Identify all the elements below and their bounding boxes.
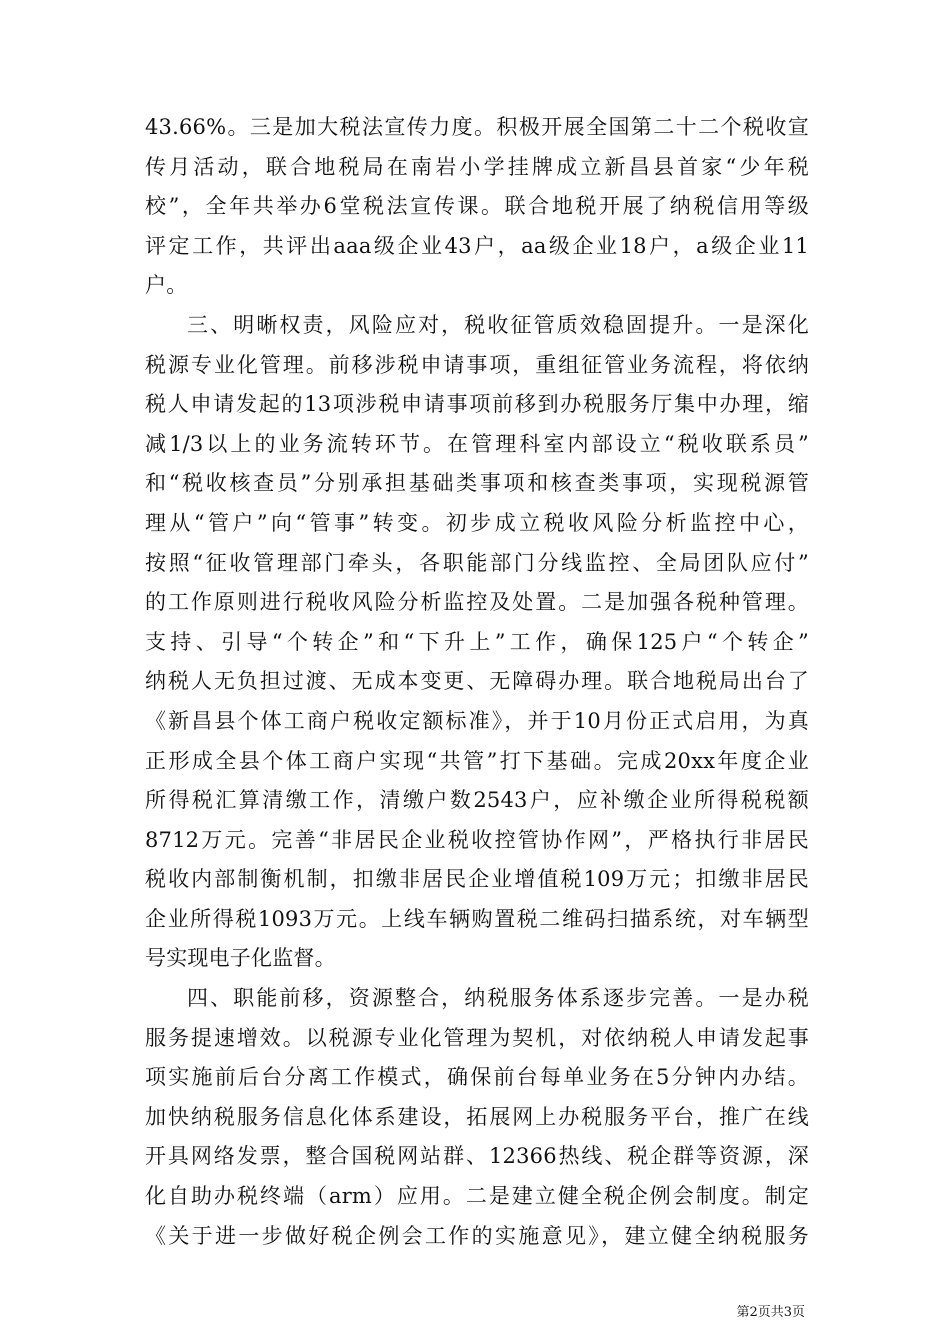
document-body <box>145 108 809 1256</box>
text-line: 加快纳税服务信息化体系建设，拓展网上办税服务平台，推广在线 <box>145 1104 809 1129</box>
text-line: 传月活动，联合地税局在南岩小学挂牌成立新昌县首家“少年税 <box>145 154 809 179</box>
text-line: 开具网络发票，整合国税网站群、12366热线、税企群等资源，深 <box>145 1144 809 1169</box>
text-line: 服务提速增效。以税源专业化管理为契机，对依纳税人申请发起事 <box>145 1025 809 1050</box>
text-line: 号实现电子化监督。 <box>145 946 336 971</box>
text-line: 项实施前后台分离工作模式，确保前台每单业务在5分钟内办结。 <box>145 1065 809 1090</box>
text-line: 的工作原则进行税收风险分析监控及处置。二是加强各税种管理。 <box>145 590 809 615</box>
text-line: 三、明晰权责，风险应对，税收征管质效稳固提升。一是深化 <box>187 312 809 337</box>
text-line: 正形成全县个体工商户实现“共管”打下基础。完成20xx年度企业 <box>145 748 809 773</box>
text-line: 按照“征收管理部门牵头，各职能部门分线监控、全局团队应付” <box>145 550 809 575</box>
text-line: 户。 <box>145 273 188 298</box>
text-line: 所得税汇算清缴工作，清缴户数2543户，应补缴企业所得税税额 <box>145 788 809 813</box>
text-line: 税源专业化管理。前移涉税申请事项，重组征管业务流程，将依纳 <box>145 352 809 377</box>
text-line: 评定工作，共评出aaa级企业43户，aa级企业18户，a级企业11 <box>145 233 809 258</box>
page-number: 第2页共3页 <box>736 1305 805 1320</box>
text-line: 和“税收核查员”分别承担基础类事项和核查类事项，实现税源管 <box>145 471 809 496</box>
text-line: 企业所得税1093万元。上线车辆购置税二维码扫描系统，对车辆型 <box>145 906 809 931</box>
text-line: 理从“管户”向“管事”转变。初步成立税收风险分析监控中心， <box>145 510 809 535</box>
text-line: 8712万元。完善“非居民企业税收控管协作网”，严格执行非居民 <box>145 827 809 852</box>
text-line: 43.66%。三是加大税法宣传力度。积极开展全国第二十二个税收宣 <box>145 115 809 139</box>
text-line: 税人申请发起的13项涉税申请事项前移到办税服务厅集中办理，缩 <box>145 392 809 417</box>
text-line: 减1/3以上的业务流转环节。在管理科室内部设立“税收联系员” <box>145 431 809 456</box>
text-line: 四、职能前移，资源整合，纳税服务体系逐步完善。一是办税 <box>187 986 809 1011</box>
text-line: 税收内部制衡机制，扣缴非居民企业增值税109万元；扣缴非居民 <box>145 867 809 892</box>
text-line: 支持、引导“个转企”和“下升上”工作，确保125户“个转企” <box>145 629 809 654</box>
text-line: 化自助办税终端（arm）应用。二是建立健全税企例会制度。制定 <box>145 1184 809 1209</box>
text-line: 《关于进一步做好税企例会工作的实施意见》，建立健全纳税服务 <box>145 1223 809 1248</box>
text-line: 纳税人无负担过渡、无成本变更、无障碍办理。联合地税局出台了 <box>145 669 809 694</box>
text-line: 《新昌县个体工商户税收定额标准》，并于10月份正式启用，为真 <box>145 708 809 733</box>
text-line: 校”，全年共举办6堂税法宣传课。联合地税开展了纳税信用等级 <box>145 194 809 219</box>
